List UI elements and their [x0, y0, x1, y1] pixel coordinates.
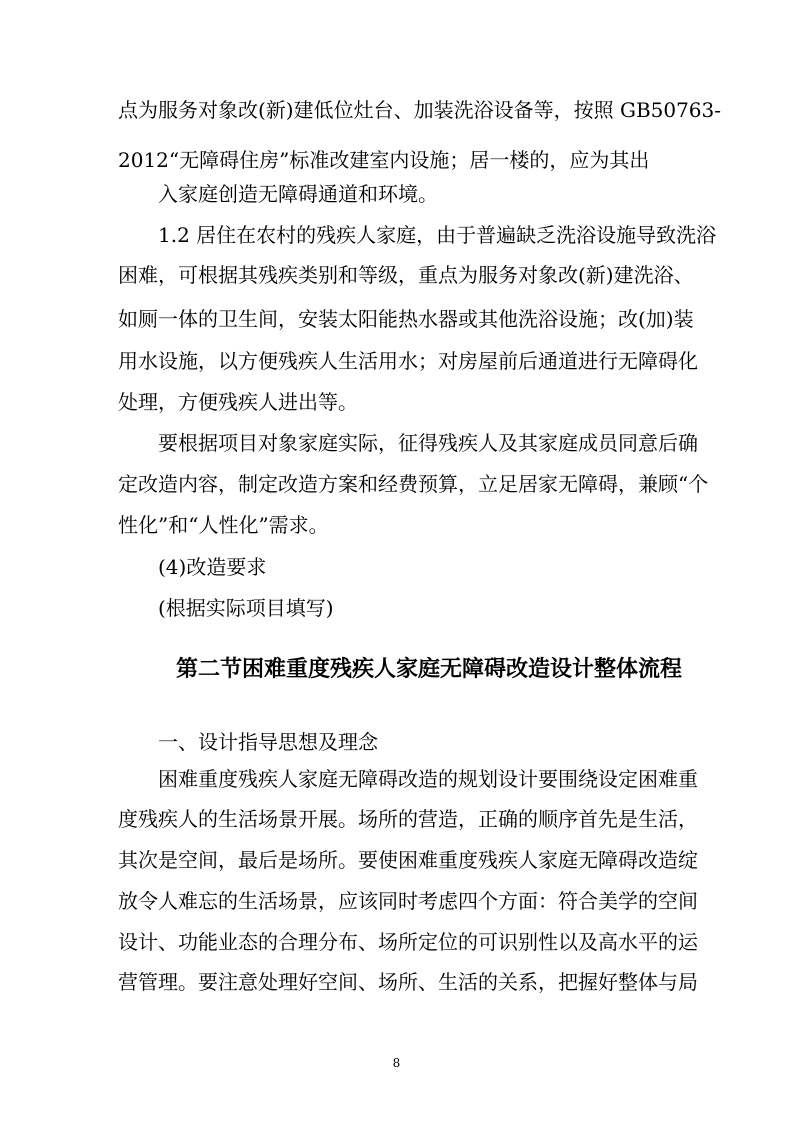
- text-line: 入家庭创造无障碍通道和环境。: [158, 182, 438, 206]
- page-number: 8: [392, 1056, 401, 1070]
- text-line: 困难，可根据其残疾类别和等级，重点为服务对象改(新)建洗浴、: [118, 263, 694, 287]
- text-line: 营管理。要注意处理好空间、场所、生活的关系，把握好整体与局: [118, 970, 698, 994]
- text-line: 用水设施，以方便残疾人生活用水；对房屋前后通道进行无障碍化: [118, 349, 698, 373]
- text-line: 定改造内容，制定改造方案和经费预算，立足居家无障碍，兼顾“个: [118, 472, 709, 496]
- subsection-heading: 一、设计指导思想及理念: [158, 730, 378, 754]
- text-line: 其次是空间，最后是场所。要使困难重度残疾人家庭无障碍改造绽: [118, 848, 698, 872]
- text-line: 要根据项目对象家庭实际，征得残疾人及其家庭成员同意后确: [158, 431, 698, 455]
- text-line: 处理，方便残疾人进出等。: [118, 390, 358, 414]
- text-line: 设计、功能业态的合理分布、场所定位的可识别性以及高水平的运: [118, 930, 698, 954]
- text-line: (4)改造要求: [158, 555, 267, 579]
- text-line: 度残疾人的生活场景开展。场所的营造，正确的顺序首先是生活，: [118, 807, 698, 831]
- text-line: 1.2 居住在农村的残疾人家庭，由于普遍缺乏洗浴设施导致洗浴: [158, 223, 717, 247]
- text-line: 性化”和“人性化”需求。: [118, 513, 329, 537]
- section-heading: 第二节困难重度残疾人家庭无障碍改造设计整体流程: [176, 656, 683, 682]
- text-line: 点为服务对象改(新)建低位灶台、加装洗浴设备等，按照 GB50763-: [118, 98, 722, 122]
- text-line: 放令人难忘的生活场景，应该同时考虑四个方面：符合美学的空间: [118, 889, 698, 913]
- text-line: 2012“无障碍住房”标准改建室内设施；居一楼的，应为其出: [118, 148, 650, 172]
- text-line: 困难重度残疾人家庭无障碍改造的规划设计要围绕设定困难重: [158, 767, 698, 791]
- text-line: 如厕一体的卫生间，安装太阳能热水器或其他洗浴设施；改(加)装: [118, 307, 694, 331]
- text-line: (根据实际项目填写): [158, 596, 334, 620]
